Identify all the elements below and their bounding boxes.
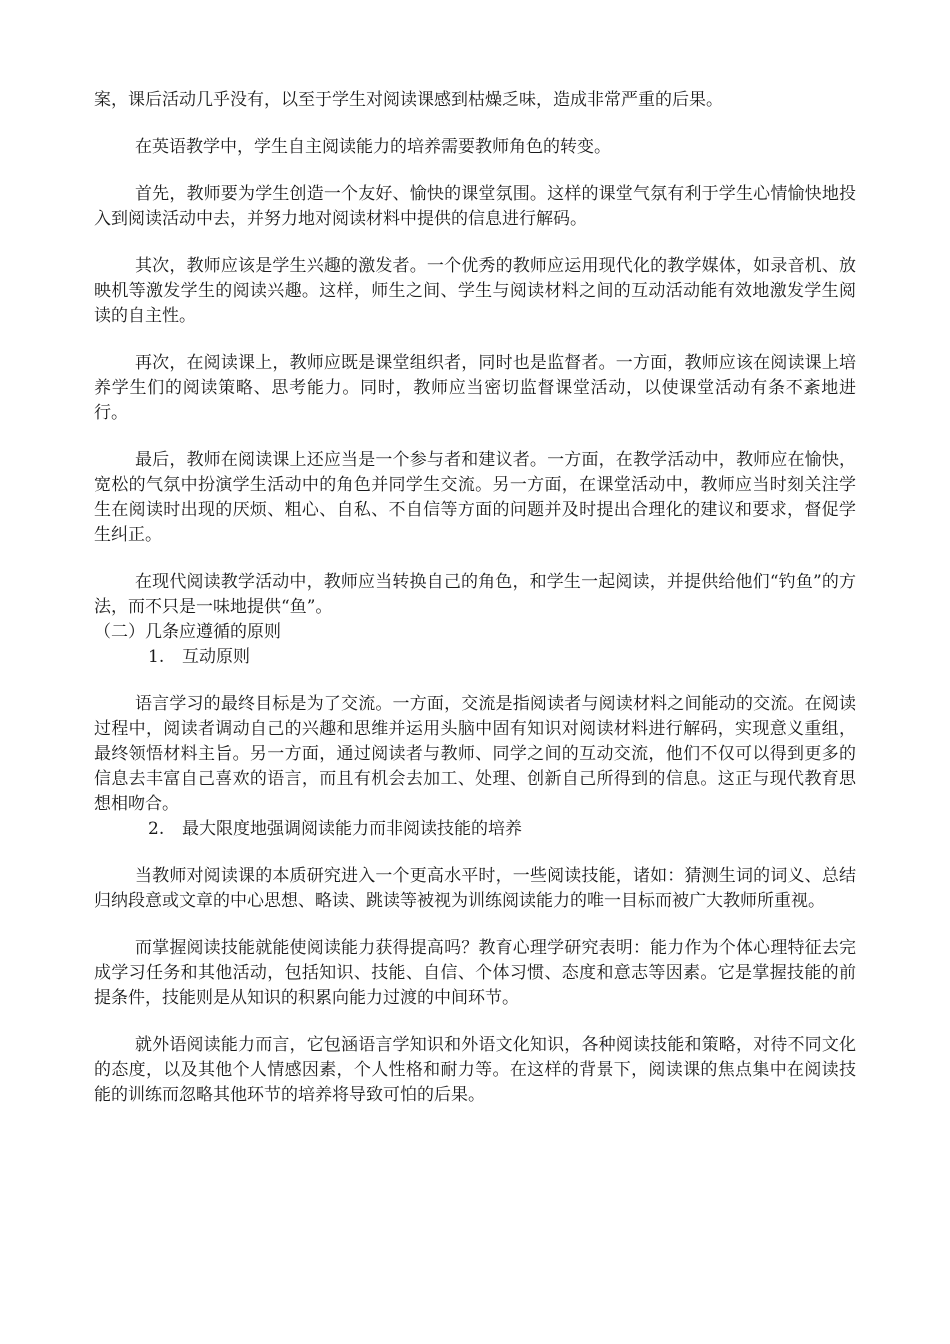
paragraph: 再次，在阅读课上，教师应既是课堂组织者，同时也是监督者。一方面，教师应该在阅读课上培养学生们的阅读策略、思考能力。同时，教师应当密切监督课堂活动，以使课堂活动有条不紊地进行。 [94, 353, 856, 423]
item-title: 互动原则 [182, 647, 250, 667]
paragraph: 其次，教师应该是学生兴趣的激发者。一个优秀的教师应运用现代化的教学媒体，如录音机、放映机等激发学生的阅读兴趣。这样，师生之间、学生与阅读材料之间的互动活动能有效地激发学生阅读的自主性。 [94, 256, 856, 326]
paragraph: 语言学习的最终目标是为了交流。一方面，交流是指阅读者与阅读材料之间能动的交流。在阅读过程中，阅读者调动自己的兴趣和思维并运用头脑中固有知识对阅读材料进行解码，实现意义重组，最终领悟材料主旨。另一方面，通过阅读者与教师、同学之间的互动交流，他们不仅可以得到更多的信息去丰富自己喜欢的语言，而且有机会去加工、处理、创新自己所得到的信息。这正与现代教育思想相吻合。 [94, 694, 856, 814]
paragraph: 在英语教学中，学生自主阅读能力的培养需要教师角色的转变。 [135, 137, 611, 157]
numbered-item [94, 645, 856, 670]
document-page [94, 88, 856, 1108]
item-number: 1. [148, 647, 165, 667]
item-title: 最大限度地强调阅读能力而非阅读技能的培养 [182, 819, 522, 839]
paragraph: 首先，教师要为学生创造一个友好、愉快的课堂氛围。这样的课堂气氛有利于学生心情愉快地投入到阅读活动中去，并努力地对阅读材料中提供的信息进行解码。 [94, 184, 856, 229]
paragraph: 案，课后活动几乎没有，以至于学生对阅读课感到枯燥乏味，造成非常严重的后果。 [94, 90, 723, 110]
paragraph: 就外语阅读能力而言，它包涵语言学知识和外语文化知识，各种阅读技能和策略，对待不同文化的态度，以及其他个人情感因素，个人性格和耐力等。在这样的背景下，阅读课的焦点集中在阅读技能的训练而忽略其他环节的培养将导致可怕的后果。 [94, 1035, 856, 1105]
paragraph: 在现代阅读教学活动中，教师应当转换自己的角色，和学生一起阅读，并提供给他们“钓鱼”的方法，而不只是一味地提供“鱼”。 [94, 572, 856, 617]
numbered-item [94, 817, 856, 842]
item-number: 2. [148, 819, 165, 839]
paragraph: 最后，教师在阅读课上还应当是一个参与者和建议者。一方面，在教学活动中，教师应在愉快，宽松的气氛中扮演学生活动中的角色并同学生交流。另一方面，在课堂活动中，教师应当时刻关注学生在阅读时出现的厌烦、粗心、自私、不自信等方面的问题并及时提出合理化的建议和要求，督促学生纠正。 [94, 450, 856, 545]
section-heading: （二）几条应遵循的原则 [94, 622, 281, 642]
paragraph: 当教师对阅读课的本质研究进入一个更高水平时，一些阅读技能，诸如：猜测生词的词义、总结归纳段意或文章的中心思想、略读、跳读等被视为训练阅读能力的唯一目标而被广大教师所重视。 [94, 866, 856, 911]
paragraph: 而掌握阅读技能就能使阅读能力获得提高吗？教育心理学研究表明：能力作为个体心理特征去完成学习任务和其他活动，包括知识、技能、自信、个体习惯、态度和意志等因素。它是掌握技能的前提条件，技能则是从知识的积累向能力过渡的中间环节。 [94, 938, 856, 1008]
